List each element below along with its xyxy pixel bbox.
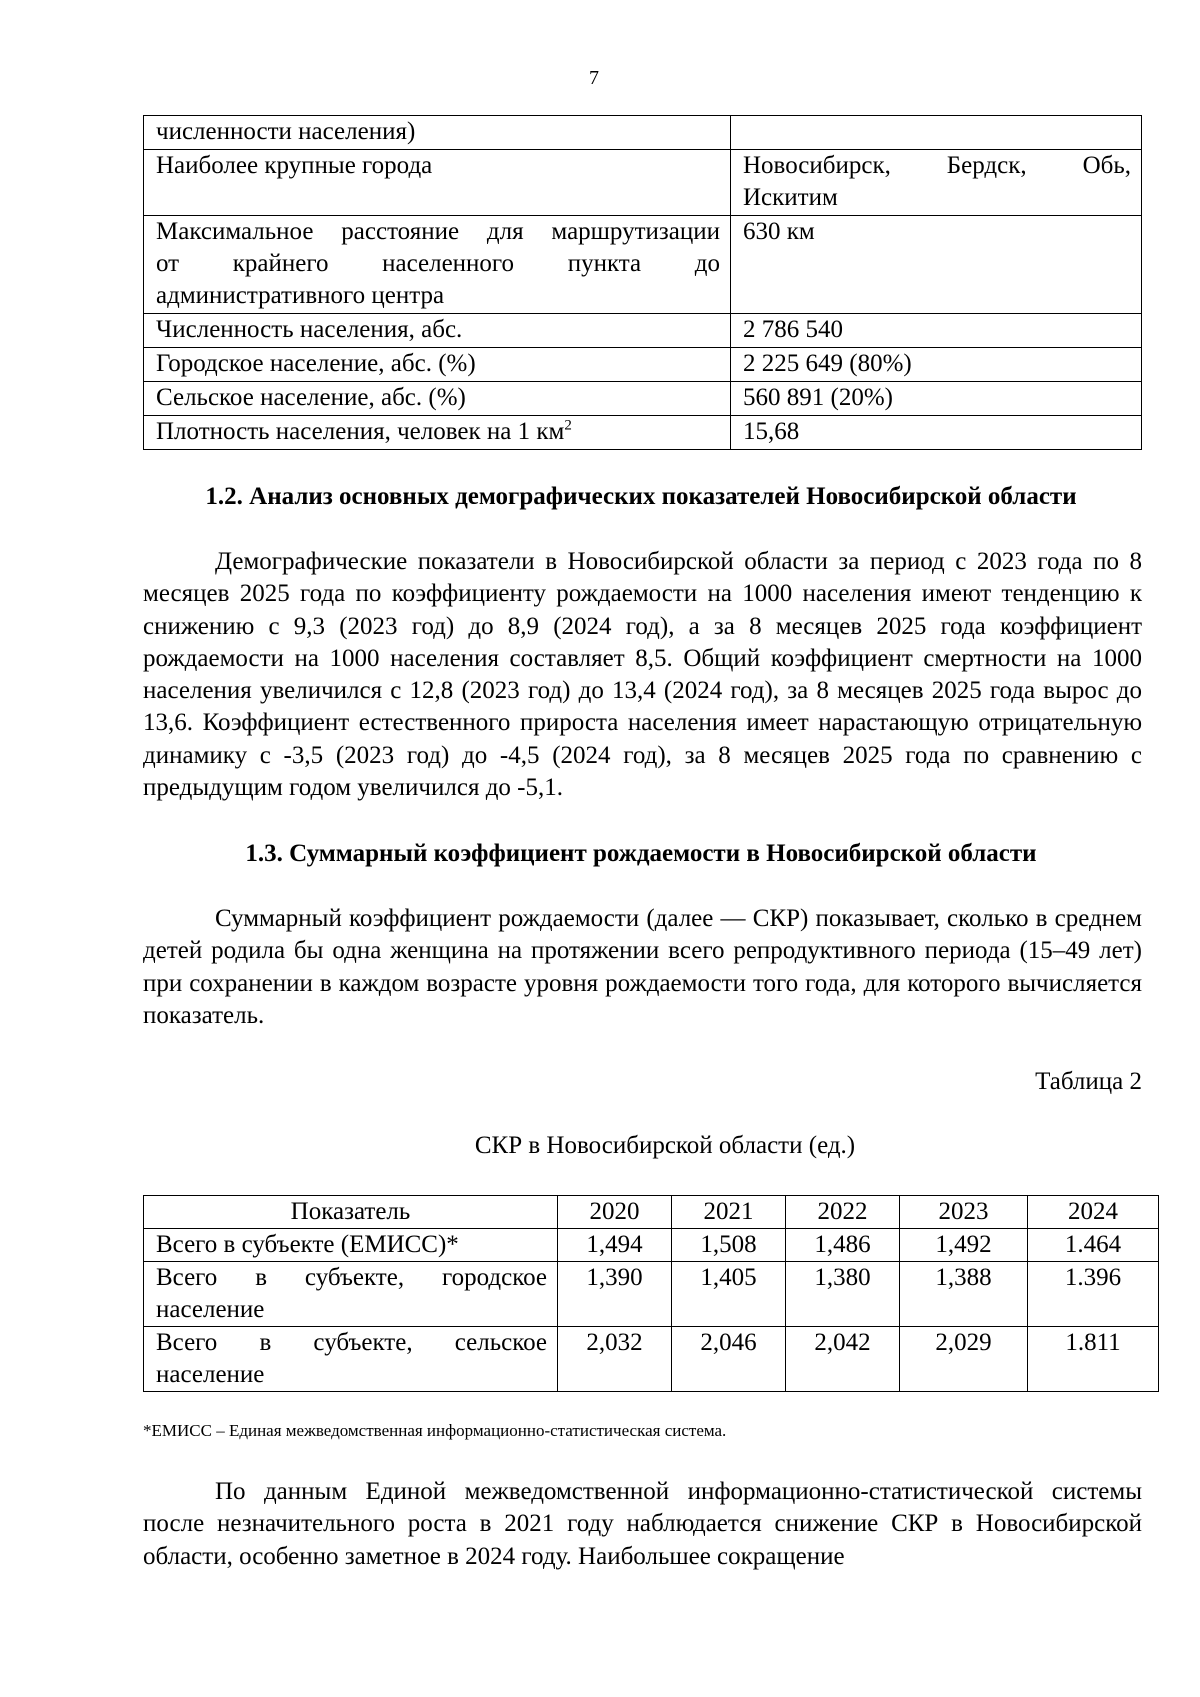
info-label xyxy=(144,216,731,314)
row-label-line: Всего в субъекте, сельское xyxy=(156,1329,547,1356)
table-cell: 1,508 xyxy=(672,1229,786,1262)
closing-paragraph: По данным Единой межведомственной информационно-статистической системы после незначительного роста в 2021 году наблюдается снижение СКР в Новосибирской области, особенно заметное в 2024 году. Наибольшее сокращение xyxy=(143,1478,1142,1570)
table-row xyxy=(144,1229,1159,1262)
info-value: 2 786 540 xyxy=(731,314,1142,348)
row-label-line: население xyxy=(156,1296,265,1323)
info-label: Наиболее крупные города xyxy=(144,150,731,216)
info-label: Сельское население, абс. (%) xyxy=(144,382,731,416)
table-cell: 1,494 xyxy=(558,1229,672,1262)
footnote: *ЕМИСС – Единая межведомственная информационно-статистическая система. xyxy=(143,1421,727,1440)
row-label xyxy=(144,1327,558,1392)
info-label: Городское население, абс. (%) xyxy=(144,348,731,382)
table-cell: 2,032 xyxy=(558,1327,672,1392)
table-cell: 1,380 xyxy=(786,1262,900,1327)
info-label-line: от крайнего населенного пункта до xyxy=(156,250,720,277)
density-label-text: Плотность населения, человек на 1 км xyxy=(156,418,565,445)
table-row xyxy=(144,382,1142,416)
table-row xyxy=(144,314,1142,348)
table-cell: 2,029 xyxy=(900,1327,1028,1392)
table-cell: 1,405 xyxy=(672,1262,786,1327)
info-value: 2 225 649 (80%) xyxy=(731,348,1142,382)
table-cell: 1,486 xyxy=(786,1229,900,1262)
page-number: 7 xyxy=(589,67,599,89)
column-header: 2020 xyxy=(558,1196,672,1229)
info-value xyxy=(731,116,1142,150)
demographics-paragraph: Демографические показатели в Новосибирской области за период с 2023 года по 8 месяцев 2025 года по коэффициенту рождаемости на 1000 населения имеют тенденцию к снижению с 9,3 (2023 год) до 8,9 (2024 год), а за 8 месяцев 2025 года коэффициент рождаемости на 1000 населения составляет 8,5. Общий коэффициент смертности на 1000 населения увеличился с 12,8 (2023 год) до 13,4 (2024 год), за 8 месяцев 2025 года вырос до 13,6. Коэффициент естественного прироста населения имеет нарастающую отрицательную динамику с -3,5 (2023 год) до -4,5 (2024 год), за 8 месяцев 2025 года по сравнению с предыдущим годом увеличился до -5,1. xyxy=(143,548,1142,802)
row-label-line: население xyxy=(156,1361,265,1388)
table-cell: 2,046 xyxy=(672,1327,786,1392)
info-label-line: административного центра xyxy=(156,282,445,309)
info-value: 560 891 (20%) xyxy=(731,382,1142,416)
section-heading-1-3: 1.3. Суммарный коэффициент рождаемости в Новосибирской области xyxy=(245,840,1037,867)
table-row xyxy=(144,216,1142,314)
info-value: 630 км xyxy=(731,216,1142,314)
row-label-line: Всего в субъекте, городское xyxy=(156,1264,547,1291)
table-cell: 1.811 xyxy=(1028,1327,1159,1392)
column-header: Показатель xyxy=(144,1196,558,1229)
column-header: 2022 xyxy=(786,1196,900,1229)
tfr-definition-paragraph: Суммарный коэффициент рождаемости (далее — СКР) показывает, сколько в среднем детей родила бы одна женщина на протяжении всего репродуктивного периода (15–49 лет) при сохранении в каждом возрасте уровня рождаемости того года, для которого вычисляется показатель. xyxy=(143,905,1142,1029)
table-row xyxy=(144,416,1142,450)
table-header-row xyxy=(144,1196,1159,1229)
table-row xyxy=(144,348,1142,382)
table-cell: 1,492 xyxy=(900,1229,1028,1262)
info-value-line: Новосибирск, Бердск, Обь, xyxy=(743,152,1131,179)
table-cell: 2,042 xyxy=(786,1327,900,1392)
info-label-line: Максимальное расстояние для маршрутизации xyxy=(156,218,720,245)
row-label: Всего в субъекте (ЕМИСС)* xyxy=(144,1229,558,1262)
table-number: Таблица 2 xyxy=(1035,1068,1142,1095)
superscript: 2 xyxy=(564,417,572,434)
column-header: 2023 xyxy=(900,1196,1028,1229)
info-label: численности населения) xyxy=(144,116,731,150)
info-value xyxy=(731,150,1142,216)
region-info-table xyxy=(143,115,1142,450)
column-header: 2024 xyxy=(1028,1196,1159,1229)
row-label xyxy=(144,1262,558,1327)
section-heading-1-2: 1.2. Анализ основных демографических показателей Новосибирской области xyxy=(205,483,1077,510)
info-value: 15,68 xyxy=(731,416,1142,450)
table-row xyxy=(144,116,1142,150)
table-row xyxy=(144,150,1142,216)
table-cell: 1.464 xyxy=(1028,1229,1159,1262)
table-row xyxy=(144,1327,1159,1392)
table-row xyxy=(144,1262,1159,1327)
table-cell: 1,390 xyxy=(558,1262,672,1327)
table-caption: СКР в Новосибирской области (ед.) xyxy=(474,1132,856,1159)
tfr-table xyxy=(143,1195,1159,1392)
info-label xyxy=(144,416,731,450)
table-cell: 1,388 xyxy=(900,1262,1028,1327)
column-header: 2021 xyxy=(672,1196,786,1229)
info-label: Численность населения, абс. xyxy=(144,314,731,348)
table-cell: 1.396 xyxy=(1028,1262,1159,1327)
info-value-line: Искитим xyxy=(743,184,838,211)
